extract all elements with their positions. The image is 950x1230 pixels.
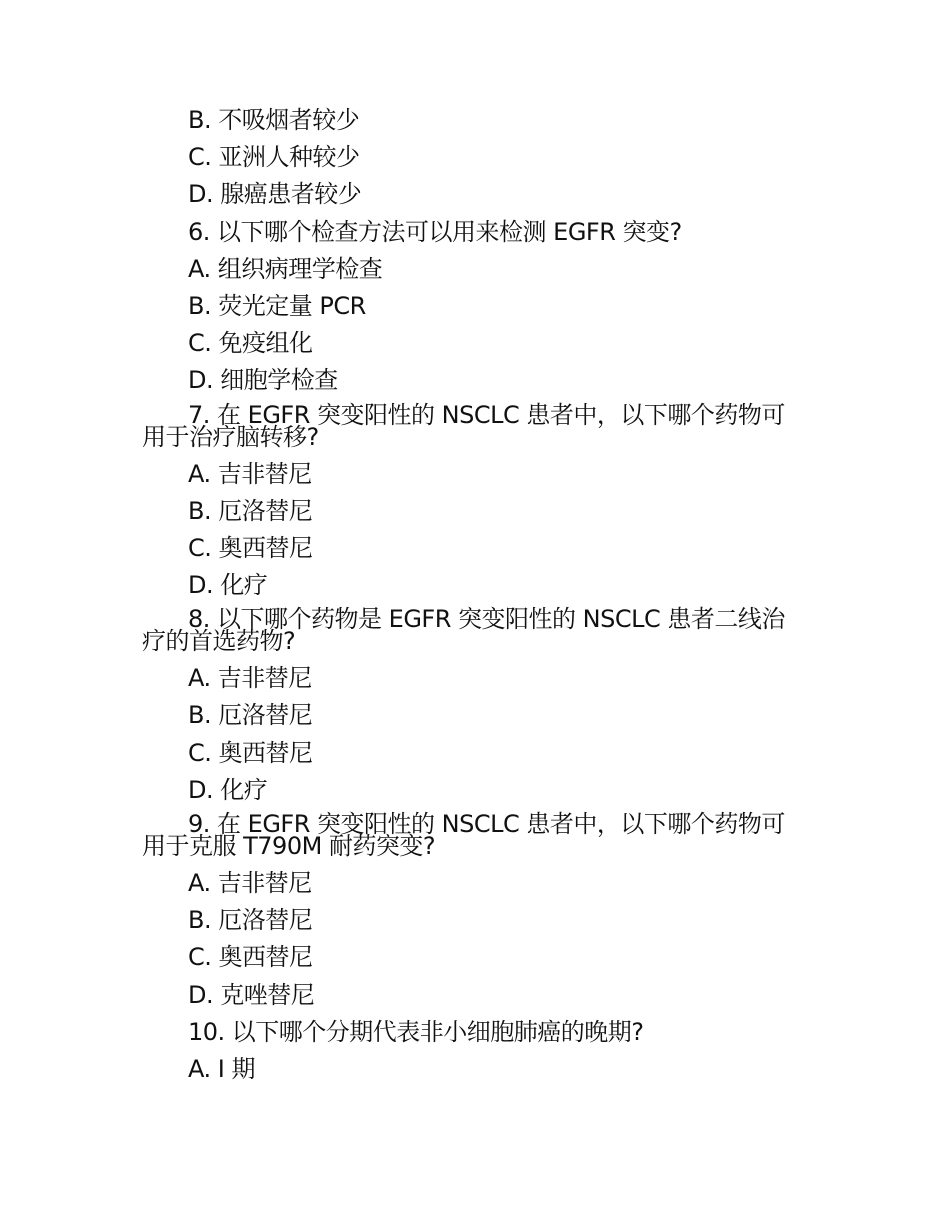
option-line: B. 厄洛替尼 bbox=[188, 496, 313, 525]
option-line: C. 奥西替尼 bbox=[188, 533, 313, 562]
question-line: 6. 以下哪个检查方法可以用来检测 EGFR 突变? bbox=[188, 217, 682, 246]
option-line: C. 奥西替尼 bbox=[188, 943, 313, 972]
option-line: B. 厄洛替尼 bbox=[188, 906, 313, 935]
option-line: B. 厄洛替尼 bbox=[188, 701, 313, 730]
question-line: 10. 以下哪个分期代表非小细胞肺癌的晚期? bbox=[188, 1017, 644, 1046]
quiz-content bbox=[142, 102, 804, 1088]
option-line: D. 克唑替尼 bbox=[188, 980, 315, 1009]
question-line: 9. 在 EGFR 突变阳性的 NSCLC 患者中，以下哪个药物可用于克服 T790M 耐药突变? bbox=[142, 810, 785, 860]
option-line: A. I 期 bbox=[188, 1054, 255, 1083]
option-line: D. 细胞学检查 bbox=[188, 366, 338, 395]
option-line: D. 化疗 bbox=[188, 571, 268, 600]
option-line: A. 组织病理学检查 bbox=[188, 254, 383, 283]
option-line: C. 奥西替尼 bbox=[188, 738, 313, 767]
option-line: B. 荧光定量 PCR bbox=[188, 291, 366, 320]
question-line: 7. 在 EGFR 突变阳性的 NSCLC 患者中，以下哪个药物可用于治疗脑转移? bbox=[142, 400, 785, 451]
option-line: D. 腺癌患者较少 bbox=[188, 180, 362, 209]
option-line: D. 化疗 bbox=[188, 775, 268, 804]
option-line: A. 吉非替尼 bbox=[188, 664, 312, 693]
question-line: 8. 以下哪个药物是 EGFR 突变阳性的 NSCLC 患者二线治疗的首选药物? bbox=[142, 605, 785, 656]
option-line: A. 吉非替尼 bbox=[188, 459, 312, 488]
option-line: B. 不吸烟者较少 bbox=[188, 106, 360, 134]
option-line: C. 亚洲人种较少 bbox=[188, 143, 360, 172]
option-line: A. 吉非替尼 bbox=[188, 869, 312, 897]
option-line: C. 免疫组化 bbox=[188, 329, 313, 358]
